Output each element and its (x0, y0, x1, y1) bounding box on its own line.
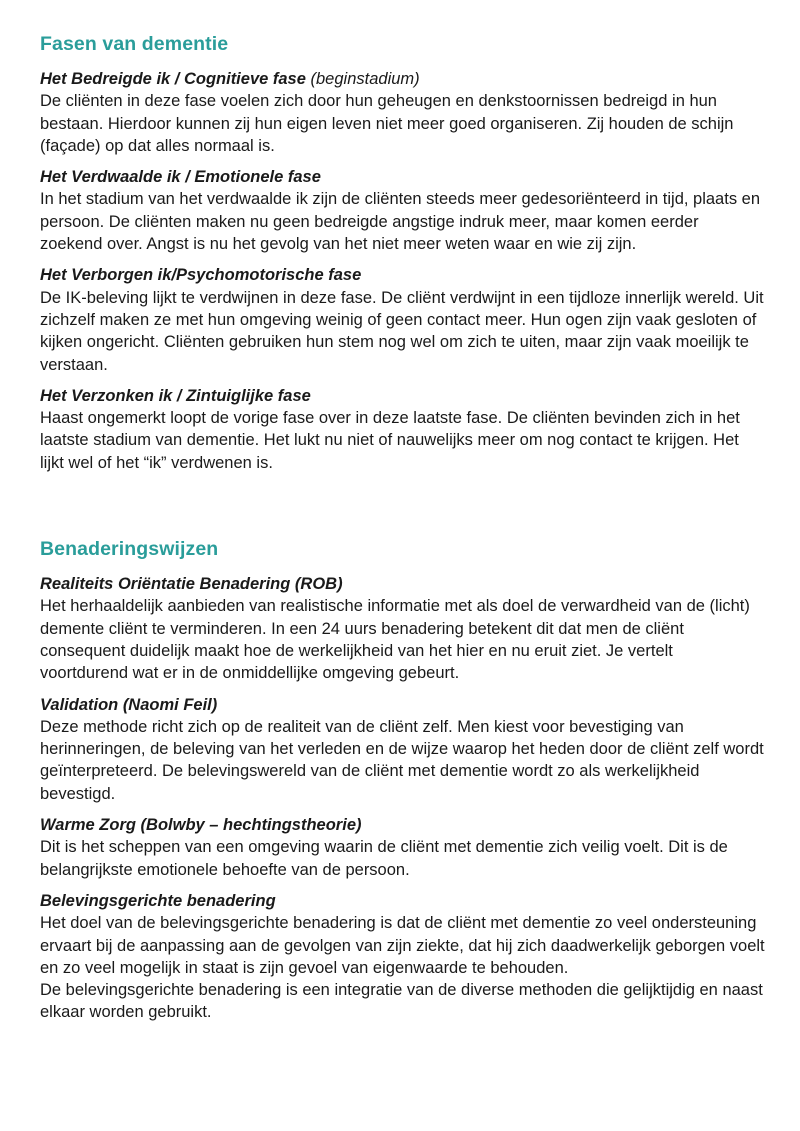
item-body: Het doel van de belevingsgerichte benadering is dat de cliënt met dementie zo veel ondersteuning ervaart bij de aanpassing aan de gevolgen van zijn ziekte, dat hij zich daadwerkelijk geborgen voelt en zo veel mogelijk in staat is zijn gevoel van eigenwaarde te behouden. (40, 914, 765, 977)
item-body: Deze methode richt zich op de realiteit van de cliënt zelf. Men kiest voor bevestiging van herinneringen, de beleving van het verleden en de wijze waarop het heden door de cliënt zelf wordt geïnterpreteerd. De belevingswereld van de cliënt met dementie wordt zo als werkelijkheid bevestigd. (40, 717, 764, 803)
item-subtitle: (beginstadium) (310, 70, 420, 88)
section-heading: Benaderingswijzen (40, 538, 219, 561)
item-body: De IK-beleving lijkt te verdwijnen in deze fase. De cliënt verdwijnt in een tijdloze innerlijk wereld. Uit zichzelf maken ze met hun omgeving weinig of geen contact meer. Hun ogen zijn vaak gesloten of kijken ongericht. Cliënten gebruiken hun stem nog wel om zich te uiten, maar zijn vaak moeilijk te verstaan. (40, 288, 764, 374)
approach-item (40, 814, 765, 881)
item-body: Het herhaaldelijk aanbieden van realistische informatie met als doel de verwardheid van de (licht) demente cliënt te verminderen. In een 24 uurs benadering betekent dit dat men de cliënt consequent duidelijk maakt hoe de werkelijkheid van het hier en nu eruit ziet. Je vertelt voortdurend wat er in de onmiddellijke omgeving gebeurt. (40, 597, 750, 683)
item-title: Het Verborgen ik/Psychomotorische fase (40, 266, 362, 285)
approach-item (40, 573, 765, 684)
item-title: Belevingsgerichte benadering (40, 891, 276, 910)
section-benaderingswijzen (40, 535, 765, 1024)
item-title: Het Verzonken ik / Zintuiglijke fase (40, 386, 311, 405)
item-title: Validation (Naomi Feil) (40, 695, 218, 714)
phase-item (40, 264, 765, 375)
item-title: Warme Zorg (Bolwby – hechtingstheorie) (40, 816, 362, 835)
item-title (40, 68, 765, 90)
phase-item (40, 166, 765, 255)
item-body: Dit is het scheppen van een omgeving waarin de cliënt met dementie zich veilig voelt. Dit is de belangrijkste emotionele behoefte van de persoon. (40, 838, 728, 879)
item-title-text: Het Bedreigde ik / Cognitieve fase (40, 70, 306, 88)
item-body: De cliënten in deze fase voelen zich door hun geheugen en denkstoornissen bedreigd in hun bestaan. Hierdoor kunnen zij hun eigen leven niet meer goed organiseren. Zij houden de schijn (façade) op dat alles normaal is. (40, 92, 734, 155)
item-title: Het Verdwaalde ik / Emotionele fase (40, 168, 321, 187)
section-heading: Fasen van dementie (40, 33, 229, 55)
item-body: In het stadium van het verdwaalde ik zijn de cliënten steeds meer gedesoriënteerd in tijd, plaats en persoon. De cliënten maken nu geen bedreigde angstige indruk meer, maar komen eerder zoekend over. Angst is nu het gevolg van het niet meer weten waar en wie zij zijn. (40, 190, 761, 254)
section-fasen-van-dementie (40, 30, 765, 474)
approach-item (40, 890, 765, 1024)
document-page (40, 30, 765, 1033)
approach-item (40, 694, 765, 805)
phase-item (40, 68, 765, 157)
item-title: Realiteits Oriëntatie Benadering (ROB) (40, 575, 343, 594)
item-body: De belevingsgerichte benadering is een integratie van de diverse methoden die gelijktijdig en naast elkaar worden gebruikt. (40, 981, 763, 1022)
item-body: Haast ongemerkt loopt de vorige fase over in deze laatste fase. De cliënten bevinden zich in het laatste stadium van dementie. Het lukt nu niet of nauwelijks meer om nog contact te krijgen. Het lijkt wel of het “ik” verdwenen is. (40, 409, 740, 472)
phase-item (40, 385, 765, 474)
